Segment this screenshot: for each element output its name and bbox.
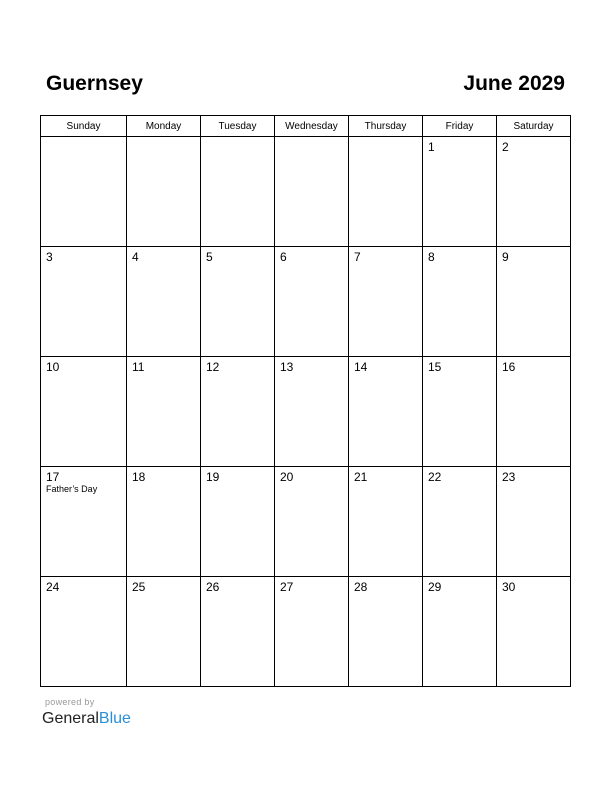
weekday-monday: Monday [127,116,201,137]
day-cell [41,247,127,357]
day-cell [41,467,127,577]
day-cell [423,247,497,357]
weekday-saturday: Saturday [497,116,571,137]
day-number [201,137,274,140]
day-cell [127,247,201,357]
day-cell [497,357,571,467]
day-cell [349,577,423,687]
brand-logo [42,709,131,729]
day-number: 3 [46,250,53,264]
week-row-3 [41,357,571,467]
day-cell [201,137,275,247]
brand-name-part2: Blue [98,710,131,727]
day-number [275,137,348,140]
day-number [41,137,126,140]
day-number: 25 [132,580,146,594]
day-cell [41,137,127,247]
day-number: 28 [354,580,368,594]
day-number: 19 [206,470,220,484]
month-year-title: June 2029 [463,72,565,95]
day-number: 7 [354,250,361,264]
calendar-grid [40,115,571,687]
day-cell [349,247,423,357]
day-cell [201,247,275,357]
weekday-tuesday: Tuesday [201,116,275,137]
day-number: 24 [46,580,60,594]
day-number: 13 [280,360,294,374]
day-number: 20 [280,470,294,484]
day-number: 30 [502,580,516,594]
day-cell [423,577,497,687]
day-number: 21 [354,470,368,484]
day-cell [41,577,127,687]
day-cell [127,137,201,247]
day-cell [275,357,349,467]
day-cell [497,467,571,577]
day-cell [201,357,275,467]
country-title: Guernsey [46,72,143,95]
day-number: 2 [502,140,509,154]
week-row-5 [41,577,571,687]
week-row-1 [41,137,571,247]
day-number: 16 [502,360,516,374]
day-cell [275,137,349,247]
weekday-wednesday: Wednesday [275,116,349,137]
day-cell [497,137,571,247]
day-cell [349,467,423,577]
day-number: 22 [428,470,442,484]
brand-name-part1: General [42,710,99,727]
day-number: 27 [280,580,294,594]
day-cell [275,577,349,687]
week-row-2 [41,247,571,357]
day-cell [275,467,349,577]
day-cell [423,467,497,577]
day-cell [275,247,349,357]
day-number: 12 [206,360,220,374]
day-number: 26 [206,580,220,594]
day-cell [423,137,497,247]
day-number: 6 [280,250,287,264]
weekday-header-row [41,116,571,137]
weekday-thursday: Thursday [349,116,423,137]
powered-by-text: powered by [45,697,95,707]
day-number: 18 [132,470,146,484]
day-number: 14 [354,360,368,374]
week-row-4 [41,467,571,577]
day-number: 17 [46,470,60,484]
day-cell [497,577,571,687]
day-number: 15 [428,360,442,374]
day-cell [349,357,423,467]
day-cell [497,247,571,357]
day-number [349,137,422,140]
footer-branding [42,697,131,729]
day-cell [127,467,201,577]
day-number: 29 [428,580,442,594]
day-cell [201,577,275,687]
day-number: 4 [132,250,139,264]
day-number [127,137,200,140]
weekday-friday: Friday [423,116,497,137]
day-cell [41,357,127,467]
day-cell [127,357,201,467]
day-number: 8 [428,250,435,264]
weekday-sunday: Sunday [41,116,127,137]
day-number: 10 [46,360,60,374]
day-number: 23 [502,470,516,484]
holiday-label: Father’s Day [46,484,98,494]
day-number: 1 [428,140,435,154]
day-cell [127,577,201,687]
day-cell [423,357,497,467]
day-number: 5 [206,250,213,264]
day-number: 11 [132,360,145,374]
day-number: 9 [502,250,509,264]
day-cell [349,137,423,247]
day-cell [201,467,275,577]
